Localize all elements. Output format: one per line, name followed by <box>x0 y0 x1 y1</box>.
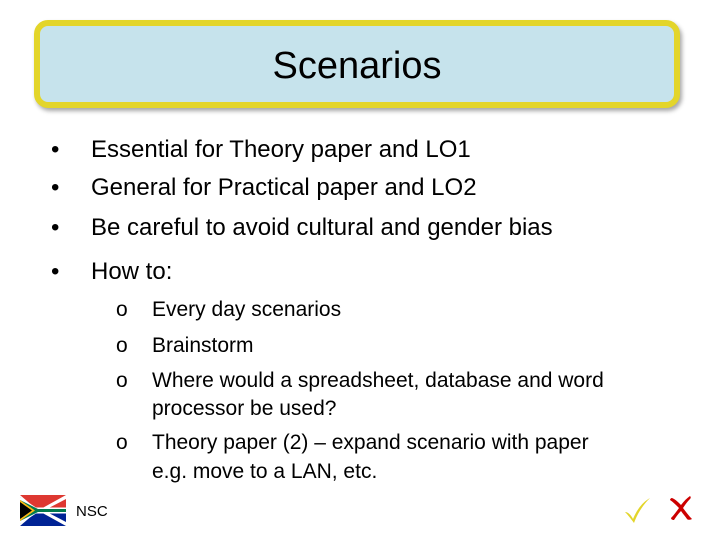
bullet-marker: • <box>51 136 60 163</box>
sub-bullet-marker: o <box>116 369 128 392</box>
sub-bullet-marker: o <box>116 334 128 357</box>
bullet-text: General for Practical paper and LO2 <box>91 174 477 201</box>
checkmark-icon <box>622 495 652 525</box>
bullet-marker: • <box>51 174 60 201</box>
sub-bullet-marker: o <box>116 431 128 454</box>
bullet-text: Be careful to avoid cultural and gender bias <box>91 214 553 241</box>
bullet-text: Essential for Theory paper and LO1 <box>91 136 471 163</box>
sub-bullet-text: Every day scenarios <box>152 298 342 321</box>
sub-bullet-text: Theory paper (2) – expand scenario with paper <box>152 431 589 454</box>
sub-bullet-text: e.g. move to a LAN, etc. <box>152 460 378 483</box>
south-africa-flag-icon <box>20 495 66 526</box>
bullet-marker: • <box>51 214 60 241</box>
sub-bullet-text: processor be used? <box>152 397 337 420</box>
bullet-marker: • <box>51 258 60 285</box>
sub-bullet-marker: o <box>116 298 128 321</box>
slide-title: Scenarios <box>272 45 442 87</box>
title-box <box>34 20 680 108</box>
sub-bullet-text: Where would a spreadsheet, database and word <box>152 369 604 392</box>
bullet-text: How to: <box>91 258 173 285</box>
footer-label: NSC <box>76 503 108 520</box>
cross-icon <box>666 493 696 523</box>
sub-bullet-text: Brainstorm <box>152 334 254 357</box>
